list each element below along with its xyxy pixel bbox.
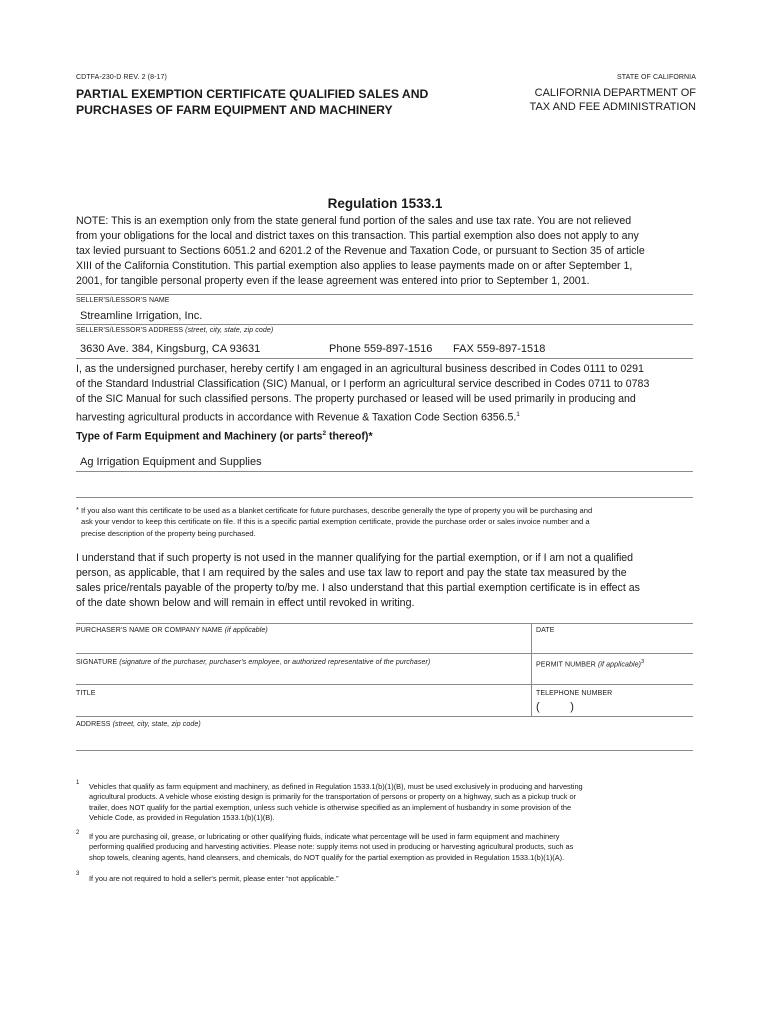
agency-line1: CALIFORNIA DEPARTMENT OF: [534, 87, 696, 99]
blanket-note-line: precise description of the property being purchased.: [81, 528, 256, 538]
certify-line: I, as the undersigned purchaser, hereby certify I am engaged in an agricultural business described in Codes 0111 to 0291: [76, 363, 644, 375]
telephone-field[interactable]: ( ): [536, 701, 574, 713]
signature-label-hint: (signature of the purchaser, purchaser's employee, or authorized representative of the purchaser): [119, 659, 431, 666]
footnote-ref: 2: [322, 430, 327, 437]
seller-name-field[interactable]: Streamline Irrigation, Inc.: [80, 310, 203, 322]
note-line: tax levied pursuant to Sections 6051.2 and 6201.2 of the Revenue and Taxation Code, or pursuant to Section 35 of article: [76, 245, 645, 257]
purchaser-name-label-text: PURCHASER'S NAME OR COMPANY NAME: [76, 627, 223, 634]
seller-address-field[interactable]: 3630 Ave. 384, Kingsburg, CA 93631: [80, 343, 261, 355]
footnote-line: Vehicle Code, as provided in Regulation 1533.1(b)(1)(B).: [89, 813, 275, 823]
footnote-1: [89, 782, 583, 824]
equipment-label-text-end: thereof)*: [326, 430, 373, 443]
title-label: TITLE: [76, 690, 96, 697]
form-title-line2: PURCHASES OF FARM EQUIPMENT AND MACHINERY: [76, 103, 393, 117]
footnote-ref: 1: [516, 411, 520, 418]
seller-address-label-hint: (street, city, state, zip code): [185, 327, 274, 334]
understand-line: I understand that if such property is not used in the manner qualifying for the partial exemption, or if I am not a qualified: [76, 552, 634, 564]
footnote-line: If you are purchasing oil, grease, or lubricating or other qualifying fluids, indicate what percentage will be used in farm equipment and machinery: [89, 832, 560, 841]
divider: [76, 750, 693, 751]
agency-name: [530, 86, 696, 114]
note-line: XIII of the California Constitution. This partial exemption also applies to lease payments made on or after September 1,: [76, 260, 633, 272]
understand-line: of the date shown below and will remain in effect until revoked in writing.: [76, 597, 415, 609]
understand-line: sales price/rentals payable of the property to/by me. I also understand that this partial exemption certificate is in effect as: [76, 582, 640, 594]
footnote-line: If you are not required to hold a seller's permit, please enter “not applicable.”: [89, 874, 339, 883]
signature-field[interactable]: [77, 668, 527, 682]
footnote-line: agricultural products. A vehicle whose existing design is primarily for the transportation of persons or property on a highway, such as a pickup truck or: [89, 792, 577, 802]
divider: [76, 294, 693, 295]
seller-address-label-text: SELLER'S/LESSOR'S ADDRESS: [76, 327, 184, 334]
purchaser-name-label: [76, 627, 268, 634]
address-label-hint: (street, city, state, zip code): [112, 721, 201, 728]
footnote-mark: 1: [76, 780, 80, 786]
footnote-line: trailer, does NOT qualify for the partial exemption, unless such vehicle is otherwise specified as an implement of husbandry in some provision of the: [89, 802, 572, 812]
divider: [76, 471, 693, 472]
address-label-text: ADDRESS: [76, 721, 111, 728]
date-label: DATE: [536, 627, 555, 634]
seller-phone-field[interactable]: Phone 559-897-1516: [329, 343, 433, 355]
footnote-line: Vehicles that qualify as farm equipment and machinery, as defined in Regulation 1533.1(b)(1)(B), must be used exclusively in producing and harvesting: [89, 782, 583, 791]
understand-line: person, as applicable, that I am required by the sales and use tax law to report and pay the state tax measured by the: [76, 567, 627, 579]
form-title: [76, 86, 428, 118]
blanket-star: *: [76, 505, 79, 514]
divider: [76, 358, 693, 359]
footnote-ref: 3: [641, 659, 645, 665]
footnote-3: [89, 874, 339, 884]
address-field[interactable]: [77, 731, 691, 748]
divider: [76, 684, 693, 685]
seller-name-label: SELLER'S/LESSOR'S NAME: [76, 297, 170, 304]
column-divider: [531, 623, 532, 716]
certify-line: of the SIC Manual for such classified persons. The property purchased or leased will be used primarily in producing and: [76, 393, 636, 405]
certify-line-last: [76, 407, 716, 426]
telephone-label: TELEPHONE NUMBER: [536, 690, 613, 697]
divider: [76, 623, 693, 624]
blanket-note-line: If you also want this certificate to be used as a blanket certificate for future purchases, describe generally the type of property you will be purchasing and: [81, 506, 593, 515]
form-title-line1: PARTIAL EXEMPTION CERTIFICATE QUALIFIED SALES AND: [76, 87, 429, 101]
seller-address-label: [76, 327, 273, 334]
footnote-line: performing qualified producing and harvesting activities. Please note: supply items not used in producing or harvesting agricultural products, such as: [89, 842, 574, 852]
note-paragraph: [76, 214, 716, 289]
permit-field[interactable]: [536, 668, 691, 682]
seller-fax-field[interactable]: FAX 559-897-1518: [453, 343, 546, 355]
agency-line2: TAX AND FEE ADMINISTRATION: [529, 101, 696, 113]
understand-paragraph: [76, 551, 716, 611]
footnote-mark: 3: [76, 871, 80, 877]
footnote-mark: 2: [76, 830, 80, 836]
certify-line: of the Standard Industrial Classification (SIC) Manual, or I perform an agricultural service described in Codes 0711 to 0783: [76, 378, 650, 390]
state-label: STATE OF CALIFORNIA: [616, 74, 696, 81]
note-line: from your obligations for the local and district taxes on this transaction. This partial exemption also does not apply to any: [76, 230, 639, 242]
title-field[interactable]: [77, 699, 527, 714]
divider: [76, 716, 693, 717]
address-label: [76, 721, 201, 728]
permit-label: [536, 659, 644, 668]
note-line: 2001, for tangible personal property even if the lease agreement was entered into prior to September 1, 2001.: [76, 275, 590, 287]
blanket-note: [81, 505, 592, 539]
signature-label: [76, 659, 430, 666]
equipment-label-text: Type of Farm Equipment and Machinery (or parts: [76, 430, 323, 443]
equipment-field[interactable]: Ag Irrigation Equipment and Supplies: [80, 456, 262, 468]
blanket-note-line: ask your vendor to keep this certificate on file. If this is a specific partial exemption certificate, provide the purchase order or sales invoice number and a: [81, 517, 590, 527]
footnote-line: shop towels, cleaning agents, hand cleansers, and chemicals, do NOT qualify for the partial exemption as provided in Regulation 1533.1(b)(1)(A).: [89, 852, 565, 862]
equipment-label: [76, 430, 373, 443]
purchaser-name-field[interactable]: [77, 637, 527, 651]
purchaser-name-label-hint: (if applicable): [224, 627, 268, 634]
divider: [76, 497, 693, 498]
form-code: CDTFA-230-D REV. 2 (8-17): [76, 74, 167, 81]
permit-label-hint: (if applicable): [597, 661, 642, 669]
certify-line: harvesting agricultural products in accordance with Revenue & Taxation Code Section 6356.5.: [76, 411, 517, 424]
footnote-2: [89, 832, 573, 863]
permit-label-text: PERMIT NUMBER: [536, 661, 596, 669]
signature-label-text: SIGNATURE: [76, 659, 118, 666]
note-line: NOTE: This is an exemption only from the state general fund portion of the sales and use tax rate. You are not relieved: [76, 215, 632, 227]
regulation-heading: Regulation 1533.1: [327, 196, 443, 211]
date-field[interactable]: [536, 637, 691, 651]
certify-paragraph: [76, 362, 716, 426]
divider: [76, 653, 693, 654]
divider: [76, 324, 693, 325]
